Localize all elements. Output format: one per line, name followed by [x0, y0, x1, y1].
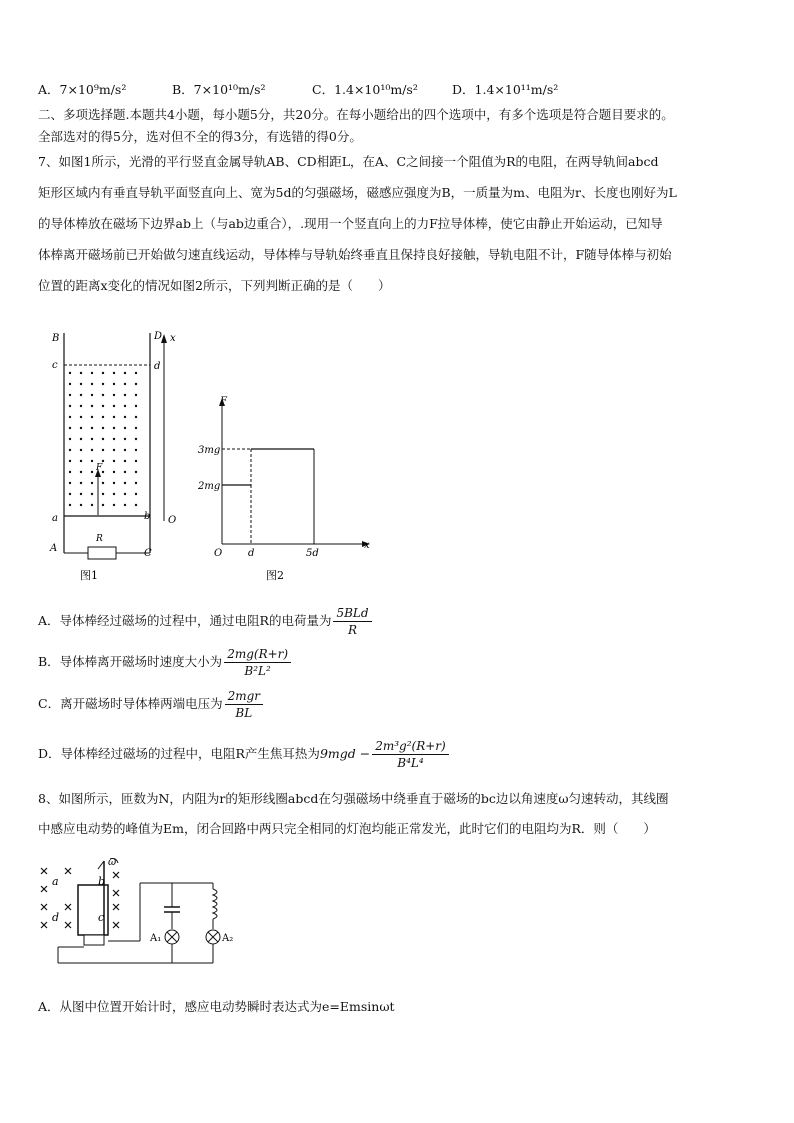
- q7-option-c: C．离开磁场时导体棒两端电压为 $\frac{\text{2mgr}}{BL}$: [38, 688, 265, 721]
- section2-line2: 全部选对的得5分，选对但不全的得3分，有选错的得0分。: [38, 129, 362, 144]
- origin-O: O: [214, 548, 223, 559]
- coil-d: d: [52, 911, 60, 924]
- q6-option-c: C．1.4×10¹⁰m/s²: [312, 82, 418, 97]
- q6-option-a: A．7×10⁹m/s²: [38, 82, 127, 97]
- label-D: D: [154, 331, 163, 342]
- omega-label: ω: [108, 857, 117, 868]
- lamp-a2: A₂: [222, 933, 234, 944]
- q7-option-d: D．导体棒经过磁场的过程中，电阻R产生焦耳热为9mgd − $\frac{\text{2m³g²(R+r)}}{\text{B⁴L⁴}}$: [38, 738, 451, 771]
- label-B: B: [52, 333, 60, 344]
- figure1-caption: 图1: [80, 569, 98, 582]
- tick-d: d: [248, 548, 255, 559]
- coil-b: b: [98, 875, 106, 888]
- q7-line5: 位置的距离x变化的情况如图2所示，下列判断正确的是（ ）: [38, 278, 391, 293]
- section2-line1: 二、多项选择题.本题共4小题，每小题5分，共20分。在每小题给出的四个选项中，有多个选项是符合题目要求的。: [38, 107, 674, 122]
- label-b: b: [144, 511, 151, 522]
- tick-3mg: 3mg: [198, 445, 221, 456]
- axis-x: x: [364, 540, 370, 551]
- q7-figure2: [196, 392, 376, 587]
- q6-option-d: D．1.4×10¹¹m/s²: [452, 82, 559, 97]
- q8-line1: 8、如图所示，匝数为N，内阻为r的矩形线圈abcd在匀强磁场中绕垂直于磁场的bc边以角速度ω匀速转动，其线圈: [38, 791, 669, 806]
- label-x: x: [170, 333, 176, 344]
- q7-option-a: A．导体棒经过磁场的过程中，通过电阻R的电荷量为 $\frac{\text{5BLd}}{R}$: [38, 605, 374, 638]
- label-d: d: [154, 361, 161, 372]
- label-C: C: [144, 548, 152, 559]
- q8-line2: 中感应电动势的峰值为Em，闭合回路中两只完全相同的灯泡均能正常发光，此时它们的电阻均为R．则（ ）: [38, 821, 656, 836]
- label-A: A: [50, 543, 58, 554]
- coil-a: a: [52, 875, 59, 888]
- coil-c: c: [98, 911, 105, 924]
- q7-option-b: B．导体棒离开磁场时速度大小为 $\frac{2mg(R+r)}{\text{B²L²}}$: [38, 646, 293, 679]
- axis-F: F: [220, 396, 227, 407]
- tick-5d: 5d: [306, 548, 319, 559]
- label-F: F: [96, 463, 103, 473]
- tick-2mg: 2mg: [198, 481, 221, 492]
- label-O: O: [168, 515, 177, 526]
- q7-line3: 的导体棒放在磁场下边界ab上（与ab边重合），.现用一个竖直向上的力F拉导体棒，使它由静止开始运动，已知导: [38, 216, 663, 231]
- q7-line1: 7、如图1所示，光滑的平行竖直金属导轨AB、CD相距L，在A、C之间接一个阻值为R的电阻，在两导轨间abcd: [38, 154, 659, 169]
- q7-line2: 矩形区域内有垂直导轨平面竖直向上、宽为5d的匀强磁场，磁感应强度为B，一质量为m、电阻为r、长度也刚好为L: [38, 185, 677, 200]
- lamp-a1: A₁: [150, 933, 162, 944]
- q6-option-b: B．7×10¹⁰m/s²: [172, 82, 266, 97]
- q8-figure: [38, 855, 248, 970]
- q8-option-a: A．从图中位置开始计时，感应电动势瞬时表达式为e=Emsinωt: [38, 999, 395, 1014]
- magnetic-field-dots: [69, 372, 137, 506]
- label-R: R: [96, 534, 103, 544]
- q7-figure1: [40, 325, 190, 585]
- label-c: c: [52, 360, 58, 371]
- q7-line4: 体棒离开磁场前已开始做匀速直线运动，导体棒与导轨始终垂直且保持良好接触，导轨电阻不计，F随导体棒与初始: [38, 247, 672, 262]
- label-a: a: [52, 513, 58, 524]
- figure2-caption: 图2: [266, 569, 284, 582]
